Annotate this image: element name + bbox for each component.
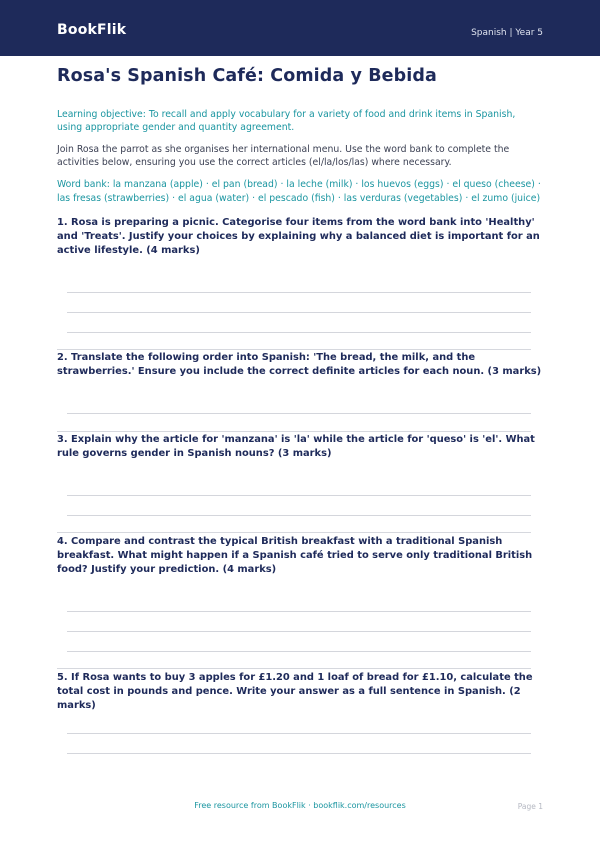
answer-line[interactable] <box>67 292 531 293</box>
intro-section <box>57 62 543 205</box>
question-1: 1. Rosa is preparing a picnic. Categorise four items from the word bank into 'Healthy' and 'Treats'. Justify your choices by explaining why a balanced diet is important for an active lifestyle. (4 marks) <box>57 217 540 256</box>
page-number: Page 1 <box>517 802 543 811</box>
page-header <box>0 0 600 56</box>
question-divider <box>57 532 531 533</box>
answer-line[interactable] <box>67 631 531 632</box>
subject-year-label: Spanish | Year 5 <box>471 28 543 38</box>
answer-line[interactable] <box>67 312 531 313</box>
answer-line[interactable] <box>67 495 531 496</box>
question-5: 5. If Rosa wants to buy 3 apples for £1.20 and 1 loaf of bread for £1.10, calculate the total cost in pounds and pence. Write your answer as a full sentence in Spanish. (2 marks) <box>57 672 533 711</box>
question-divider <box>57 431 531 432</box>
word-bank: Word bank: la manzana (apple) · el pan (bread) · la leche (milk) · los huevos (eggs) · el queso (cheese) · las fresas (strawberries) · el agua (water) · el pescado (fish) · las verduras (vegetables) · el zumo (juice) <box>57 179 541 204</box>
answer-line[interactable] <box>67 733 531 734</box>
brand-logo-text: BookFlik <box>57 22 127 38</box>
answer-line[interactable] <box>67 611 531 612</box>
answer-line[interactable] <box>67 332 531 333</box>
answer-line[interactable] <box>67 413 531 414</box>
question-2: 2. Translate the following order into Spanish: 'The bread, the milk, and the strawberries.' Ensure you include the correct definite articles for each noun. (3 marks) <box>57 352 542 377</box>
learning-objective: Learning objective: To recall and apply vocabulary for a variety of food and drink items in Spanish, using appropriate gender and quantity agreement. <box>57 109 516 133</box>
intro-paragraph: Join Rosa the parrot as she organises her international menu. Use the word bank to complete the activities below, ensuring you use the correct articles (el/la/los/las) where necessary. <box>57 144 510 168</box>
question-divider <box>57 668 531 669</box>
worksheet-title: Rosa's Spanish Café: Comida y Bebida <box>57 66 437 86</box>
answer-line[interactable] <box>67 651 531 652</box>
question-divider <box>57 349 531 350</box>
question-4: 4. Compare and contrast the typical British breakfast with a traditional Spanish breakfast. What might happen if a Spanish café tried to serve only traditional British food? Justify your prediction. (4 marks) <box>57 536 533 575</box>
answer-line[interactable] <box>67 515 531 516</box>
answer-line[interactable] <box>67 753 531 754</box>
footer-link[interactable]: Free resource from BookFlik · bookflik.com/resources <box>194 801 406 810</box>
question-3: 3. Explain why the article for 'manzana' is 'la' while the article for 'queso' is 'el'. What rule governs gender in Spanish nouns? (3 marks) <box>57 434 535 459</box>
